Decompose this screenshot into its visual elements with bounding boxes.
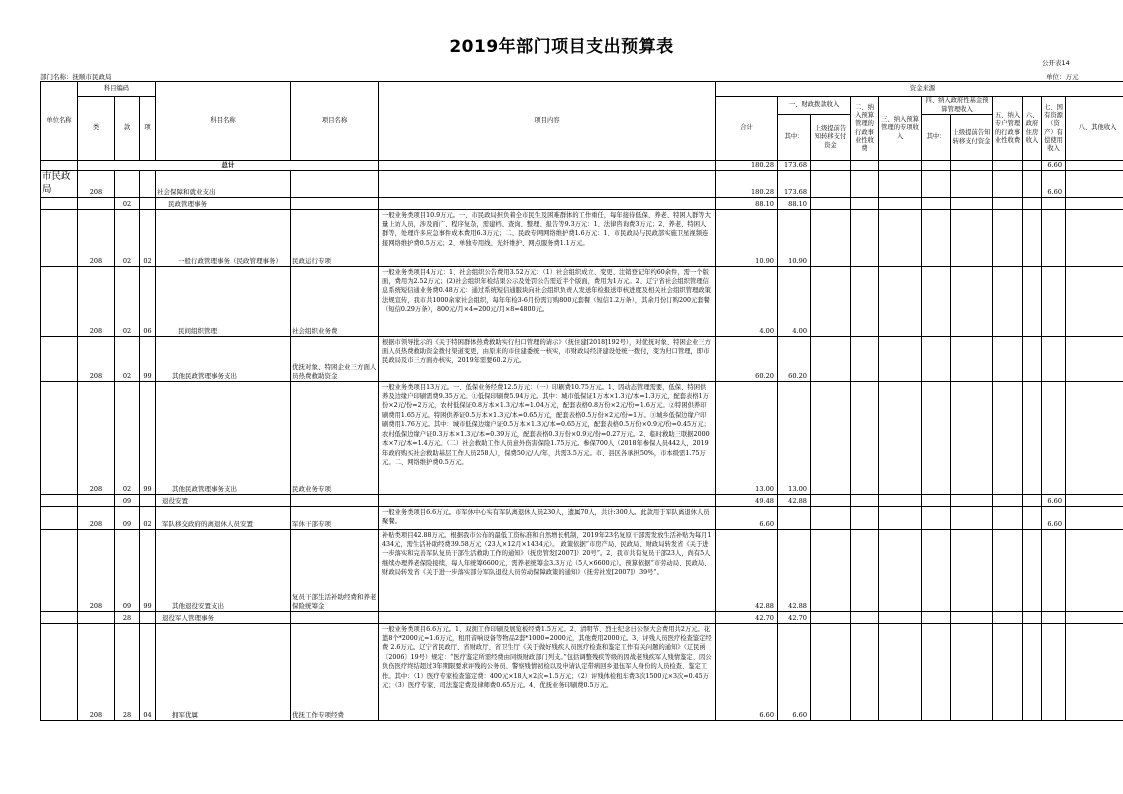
fiscal-cell: 6.60 — [778, 623, 811, 720]
header-of-which: 其中： — [778, 115, 811, 161]
department-name: 部门名称：抚顺市民政局 — [40, 73, 112, 81]
header-subject-name: 科目名称 — [156, 82, 291, 161]
content-cell: 补贴类项目42.88万元。根据我市公布的最低工资标准和自然增长机制，2019年23名复原干部需发放生活补贴为每月1434元，需生活补助经费39.58万元（23人×12月×1434元）。 政策依据“市房产局、民政局、财政局转发省《关于进一步落实和完善军队复员干部生活救助工作的通知》（抚房管发[2007]）20号”。2、我市共有复员干部23人，尚有5人继续办理养老保险接续，每人年统筹6600元，需养老统筹金3.3万元（5人×6600元）。预算依据“市劳动局、民政局、财政局转发省《关于进一步落实部分军队退役人员劳动保障政策的通知》（抚劳社发[2007]）39号”。 — [379, 529, 716, 611]
lei-cell: 208 — [78, 381, 115, 494]
header-kuan: 款 — [115, 97, 140, 161]
lei-cell: 208 — [78, 266, 115, 336]
header-state-assets: 七、国有资源（资产）有偿使用收入 — [1042, 97, 1066, 161]
xiang-cell — [140, 197, 156, 209]
page-title: 2019年部门项目支出预算表 — [449, 37, 674, 57]
fiscal-cell: 42.70 — [778, 611, 811, 623]
unit-label: 单位：万元 — [1046, 73, 1079, 81]
subject-cell: 民间组织管理 — [156, 266, 291, 336]
total-cell: 4.00 — [716, 266, 778, 336]
header-gov-fund-transfer: 上级提前告知转移支付资金 — [951, 115, 993, 161]
table-row — [41, 506, 1123, 529]
fiscal-cell: 13.00 — [778, 381, 811, 494]
xiang-cell: 99 — [140, 529, 156, 611]
lei-cell — [78, 197, 115, 209]
header-fiscal: 一、财政拨款收入 — [778, 97, 851, 115]
fiscal-cell: 173.68 — [778, 170, 811, 197]
header-gov-fund: 四、纳入政府性基金预算管理收入 — [922, 97, 993, 115]
state-assets-cell: 6.60 — [1042, 170, 1066, 197]
table-row — [41, 266, 1123, 336]
total-fiscal: 173.68 — [778, 161, 811, 171]
total-cell: 42.88 — [716, 529, 778, 611]
table-row — [41, 197, 1123, 209]
table-row — [41, 623, 1123, 720]
project-cell — [291, 611, 379, 623]
xiang-cell: 99 — [140, 336, 156, 381]
subject-cell: 军队移交政府的离退休人员安置 — [156, 506, 291, 529]
content-cell: 一般业务类项目6.6万元。市军休中心实有军队离退休人员230人，遗属70人，共计:300人。此款用于军队离退休人员聚餐。 — [379, 506, 716, 529]
total-cell: 6.60 — [716, 623, 778, 720]
kuan-cell: 09 — [115, 494, 140, 506]
kuan-cell: 02 — [115, 336, 140, 381]
project-cell: 优抚对象、特困企业三方面人员热费救助资金 — [291, 336, 379, 381]
unit-cell — [41, 266, 78, 336]
kuan-cell: 02 — [115, 381, 140, 494]
total-amount: 180.28 — [716, 161, 778, 171]
lei-cell: 208 — [78, 529, 115, 611]
total-cell: 60.20 — [716, 336, 778, 381]
content-cell — [379, 170, 716, 197]
unit-cell — [41, 494, 78, 506]
project-cell — [291, 494, 379, 506]
fiscal-cell: 42.88 — [778, 494, 811, 506]
project-cell: 军休干部专项 — [291, 506, 379, 529]
unit-cell — [41, 506, 78, 529]
state-assets-cell: 6.60 — [1042, 506, 1066, 529]
header-special-fiscal: 二、纳入预算管理的行政事业性收费 — [851, 97, 879, 161]
table-row — [41, 529, 1123, 611]
header-subject-code: 科目编码 — [78, 82, 156, 97]
unit-cell — [41, 336, 78, 381]
xiang-cell — [140, 611, 156, 623]
total-state-assets: 6.60 — [1042, 161, 1066, 171]
header-lei: 类 — [78, 97, 115, 161]
header-project-content: 项目内容 — [379, 82, 716, 161]
lei-cell: 208 — [78, 623, 115, 720]
subject-cell: 其他退役安置支出 — [156, 529, 291, 611]
total-cell: 6.60 — [716, 506, 778, 529]
subject-cell: 退役安置 — [156, 494, 291, 506]
header-project-name: 项目名称 — [291, 82, 379, 161]
header-gov-fund-of-which: 其中： — [922, 115, 951, 161]
total-cell: 42.70 — [716, 611, 778, 623]
unit-cell — [41, 611, 78, 623]
state-assets-cell — [1042, 623, 1066, 720]
total-cell: 13.00 — [716, 381, 778, 494]
subject-cell: 一般行政管理事务（民政管理事务） — [156, 209, 291, 266]
header-funding-source: 资金来源 — [716, 82, 1123, 97]
xiang-cell: 04 — [140, 623, 156, 720]
budget-table — [40, 81, 1123, 721]
project-cell: 复员干部生活补助经费和养老保险统筹金 — [291, 529, 379, 611]
kuan-cell: 02 — [115, 266, 140, 336]
xiang-cell — [140, 494, 156, 506]
form-number: 公开表14 — [1042, 59, 1070, 67]
xiang-cell — [140, 170, 156, 197]
project-cell: 优抚工作专项经费 — [291, 623, 379, 720]
fiscal-cell: 60.20 — [778, 336, 811, 381]
fiscal-cell: 10.90 — [778, 209, 811, 266]
kuan-cell — [115, 170, 140, 197]
header-gov-fund-special: 三、纳入预算管理的专项收入 — [879, 97, 922, 161]
content-cell — [379, 197, 716, 209]
xiang-cell: 02 — [140, 209, 156, 266]
state-assets-cell — [1042, 529, 1066, 611]
subject-cell: 其他民政管理事务支出 — [156, 381, 291, 494]
project-cell: 民政运行专项 — [291, 209, 379, 266]
subject-cell: 其他民政管理事务支出 — [156, 336, 291, 381]
subject-cell: 退役军人管理事务 — [156, 611, 291, 623]
project-cell: 民政业务专项 — [291, 381, 379, 494]
content-cell — [379, 611, 716, 623]
lei-cell — [78, 611, 115, 623]
header-fiscal-transfer: 上级提前告知转移支付资金 — [811, 115, 851, 161]
lei-cell: 208 — [78, 209, 115, 266]
state-assets-cell — [1042, 611, 1066, 623]
unit-cell — [41, 623, 78, 720]
content-cell: 一般业务类项目13万元。一、低保业务经费12.5万元：（一）印刷费10.75万元。1、因动态管理需要，低保、特困供养及边缘户印刷需费9.35万元。①低保印刷费5.94万元。其中：城市低保证1万本×1.3元/本=1.3万元，配套表格1万份×2元/份=2万元，农村低保证0.8万本×1.3元/本=1.04万元，配套表格0.8万份×2元/份=1.6万元。②特困供养印刷费用1.65万元。特困供养证0.5万本×1.3元/本=0.65万元，配套表格0.5万份×2元/份=1万。③城乡低保边缘户印刷费用1.76万元。其中：城市低保边缘户证0.5万本×1.3元/本=0.65万元，配套表格0.5万份×0.9元/份=0.45万元；农村低保边缘户证0.3万本×1.3元/本=0.39万元，配套表格0.3万份×0.9元/份=0.27万元。2、临时救助三联据2000本×7元/本=1.4万元。（二）社会救助工作人员意外伤害保险1.75万元。参保700人（2018年参保人员442人，2019年政府购买社会救助基层工作人员258人），保费50元/人/年，共需3.5万元。市、县区各承担50%，市本级需1.75万元。二、网络维护费0.5万元。 — [379, 381, 716, 494]
unit-cell — [41, 529, 78, 611]
table-row — [41, 494, 1123, 506]
header-xiang: 项 — [140, 97, 156, 161]
kuan-cell: 28 — [115, 611, 140, 623]
state-assets-cell — [1042, 197, 1066, 209]
state-assets-cell — [1042, 336, 1066, 381]
kuan-cell: 02 — [115, 197, 140, 209]
unit-cell — [41, 197, 78, 209]
kuan-cell: 09 — [115, 529, 140, 611]
header-gov-housing: 六、政府住房收入 — [1023, 97, 1042, 161]
total-cell: 88.10 — [716, 197, 778, 209]
lei-cell: 208 — [78, 170, 115, 197]
lei-cell: 208 — [78, 336, 115, 381]
xiang-cell: 02 — [140, 506, 156, 529]
xiang-cell: 06 — [140, 266, 156, 336]
content-cell — [379, 494, 716, 506]
fiscal-cell — [778, 506, 811, 529]
project-cell — [291, 170, 379, 197]
table-row — [41, 381, 1123, 494]
content-cell: 一般业务类项目6.6万元。1、双拥工作印刷及展览板经费1.5万元。2、清明节、烈士纪念日公祭大会费用共2万元。花篮8个*2000元=1.6万元，租用音响设备等物品2套*1000=2000元，其他费用2000元。3、评残人员医疗检查鉴定经费 2.6万元。辽宁省民政厅、省财政厅、省卫生厅《关于做好残疾人员医疗检查和鉴定工作有关问题的通知》（辽民函〔2006〕19号）规定：“医疗鉴定所需经费由同级财政部门列支。”包括调整残疾等级的因战老残疾军人残情鉴定、因公负伤医疗终结超过3年期限要求评残的公务员、警察残情初检以及申请认定带病回乡退伍军人身份的人员检查、鉴定工作。其中：（1）医疗专家检查鉴定费：400元×18人×2次=1.5万元；（2）评残体检租车费3次1500元×3次=0.45万元；（3）医疗专家、司法鉴定费及律师费0.65万元。4、优抚业务印刷费0.5万元。 — [379, 623, 716, 720]
kuan-cell: 09 — [115, 506, 140, 529]
subject-cell: 民政管理事务 — [156, 197, 291, 209]
total-row — [41, 161, 1123, 171]
header-unit-name: 单位名称 — [41, 82, 78, 161]
unit-cell — [41, 381, 78, 494]
fiscal-cell: 88.10 — [778, 197, 811, 209]
unit-cell — [41, 209, 78, 266]
content-cell: 一般业务类项目10.9万元。一、市民政局担负着全市民生及困难群体的工作重任，每年接待低保、养老、特困人群等大量上访人员，涉及面广、程序复杂，需建档、查询、整理、报告等9.3万元：1、法律咨询费3万元；2、养老、特困人群等，处理许多应急事件成本费用6.3万元；二、民政专网网络维护费1.6万元：1、市民政局与民政部实施卫星视频连接网络维护费0.5万元；2、单独专用线、光纤维护、网点服务费1.1万元。 — [379, 209, 716, 266]
header-total: 合计 — [716, 97, 778, 161]
total-cell: 49.48 — [716, 494, 778, 506]
kuan-cell: 02 — [115, 209, 140, 266]
header-fiscal-special-account: 五、纳入专户管理的行政事业性收费 — [993, 97, 1023, 161]
xiang-cell: 99 — [140, 381, 156, 494]
total-label: 总计 — [78, 161, 379, 171]
total-cell: 10.90 — [716, 209, 778, 266]
subject-cell: 拥军优属 — [156, 623, 291, 720]
state-assets-cell — [1042, 266, 1066, 336]
kuan-cell: 28 — [115, 623, 140, 720]
unit-cell: 市民政局 — [41, 170, 78, 197]
table-row — [41, 209, 1123, 266]
project-cell — [291, 197, 379, 209]
table-row — [41, 170, 1123, 197]
lei-cell — [78, 494, 115, 506]
content-cell: 一般业务类项目4万元：1、社会组织公告费用3.52万元：（1）社会组织成立、变更、注销登记年约60余件，需一个版面，费用为2.52万元；(2)社会组织年检结果公示及处罚公告需近半个版面，费用为1万元。2、辽宁省社会组织管理信息系统短信通业务费0.48万元：通过系统短信通服块向社会组织负责人发送年检报送审核进度及相关社会组织管理政策法规宣传，我市共1000余家社会组织，每年年检3-6月份需订购800元套餐（短信1.2万条），其余月份订购200元套餐（短信0.29万条），800元/月×4=200元/月×8=4800元。 — [379, 266, 716, 336]
fiscal-cell: 4.00 — [778, 266, 811, 336]
content-cell: 根据市领导批示的《关于特困群体热费救助实行归口管理的请示》（抚住建[2018]192号），对优抚对象、特困企业三方面人员热费救助资金拨付渠道变更，由原来的市住建委统一核实，市财政局经济建设处统一拨付，变为归口管理，即市民政局及市三方面办核实，2019年需要60.2万元。 — [379, 336, 716, 381]
subject-cell: 社会保障和就业支出 — [156, 170, 291, 197]
state-assets-cell — [1042, 209, 1066, 266]
state-assets-cell — [1042, 381, 1066, 494]
lei-cell: 208 — [78, 506, 115, 529]
total-cell: 180.28 — [716, 170, 778, 197]
table-row — [41, 611, 1123, 623]
table-row — [41, 336, 1123, 381]
header-other: 八、其他收入 — [1066, 97, 1123, 161]
state-assets-cell: 6.60 — [1042, 494, 1066, 506]
fiscal-cell: 42.88 — [778, 529, 811, 611]
project-cell: 社会组织业务费 — [291, 266, 379, 336]
